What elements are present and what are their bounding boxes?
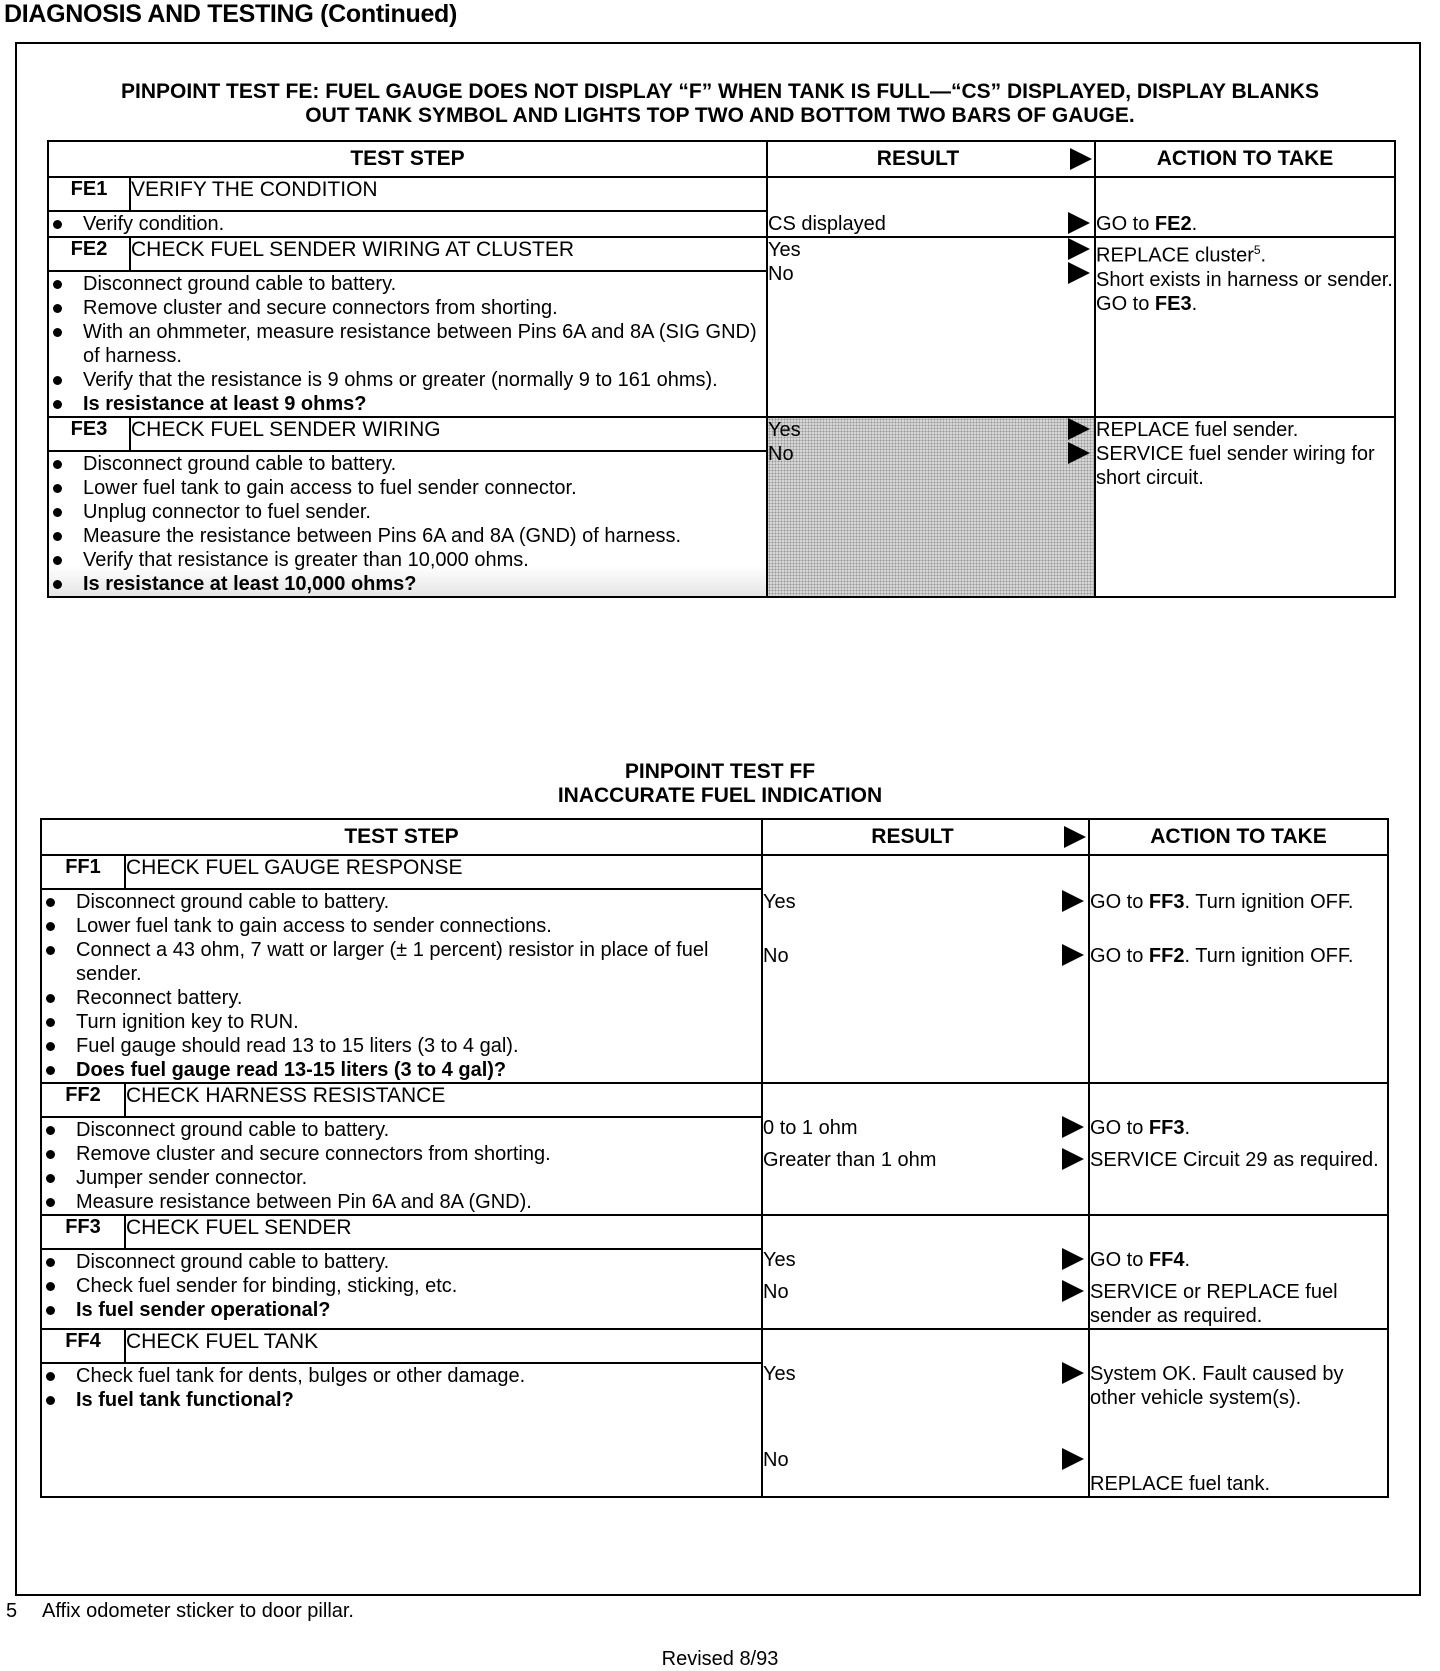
bullet-item: Check fuel tank for dents, bulges or other damage.	[42, 1364, 761, 1388]
result-text: CS displayed	[768, 213, 886, 235]
action-line	[1090, 1472, 1387, 1496]
bullet-item: Disconnect ground cable to battery.	[49, 452, 766, 476]
action-line	[1090, 1148, 1387, 1172]
action-line	[1096, 212, 1394, 236]
step-procedure	[41, 1117, 762, 1215]
right-arrow-icon	[1062, 1148, 1084, 1170]
step-action-cell	[1095, 177, 1395, 237]
test-ff-title-line2: INACCURATE FUEL INDICATION	[557, 784, 883, 807]
bullet-item: Measure resistance between Pin 6A and 8A (GND).	[42, 1190, 761, 1214]
step-result-cell	[762, 1215, 1089, 1329]
bullet-item: Lower fuel tank to gain access to fuel sender connector.	[49, 476, 766, 500]
step-procedure	[48, 451, 767, 597]
step-procedure	[41, 889, 762, 1083]
bullet-item: Verify condition.	[49, 212, 766, 236]
col-header-action: ACTION TO TAKE	[1095, 141, 1395, 177]
bullet-item: Measure the resistance between Pins 6A and 8A (GND) of harness.	[49, 524, 766, 548]
step-code: FF2	[41, 1083, 125, 1117]
step-title: CHECK HARNESS RESISTANCE	[125, 1083, 762, 1117]
result-line	[763, 1248, 1088, 1272]
result-line	[768, 418, 1094, 442]
action-line	[1096, 442, 1394, 490]
right-arrow-icon	[1064, 826, 1086, 848]
test-fe-table	[47, 140, 1396, 598]
bullet-item: Disconnect ground cable to battery.	[49, 272, 766, 296]
bullet-item: Lower fuel tank to gain access to sender connections.	[42, 914, 761, 938]
step-action-cell	[1089, 1329, 1388, 1497]
action-line	[1096, 238, 1394, 268]
action-text-pre: GO to	[1090, 1117, 1149, 1139]
action-line	[1090, 944, 1387, 968]
bullet-list	[42, 1250, 761, 1322]
step-result-cell	[767, 237, 1095, 417]
col-header-result-label: RESULT	[876, 147, 960, 170]
right-arrow-icon	[1062, 1248, 1084, 1270]
bullet-item: Remove cluster and secure connectors from shorting.	[49, 296, 766, 320]
step-procedure	[48, 271, 767, 417]
bullet-item: Does fuel gauge read 13-15 liters (3 to 4 gal)?	[42, 1058, 761, 1082]
result-line	[768, 442, 1094, 466]
result-text: 0 to 1 ohm	[763, 1117, 858, 1139]
bullet-item: Is resistance at least 9 ohms?	[49, 392, 766, 416]
right-arrow-icon	[1070, 148, 1092, 170]
bullet-item: Disconnect ground cable to battery.	[42, 1118, 761, 1142]
action-text-pre: SERVICE Circuit 29 as required.	[1090, 1149, 1379, 1171]
bullet-item: Is fuel tank functional?	[42, 1388, 761, 1412]
step-action-cell	[1095, 417, 1395, 597]
action-text-pre: GO to	[1096, 213, 1155, 235]
step-code: FF1	[41, 855, 125, 889]
test-fe-title-line2: OUT TANK SYMBOL AND LIGHTS TOP TWO AND BOTTOM TWO BARS OF GAUGE.	[305, 104, 1135, 127]
result-text: Yes	[763, 1249, 796, 1271]
action-line	[1090, 1280, 1387, 1328]
action-text-post: .	[1260, 244, 1267, 267]
step-code: FF3	[41, 1215, 125, 1249]
action-text-post: .	[1191, 213, 1198, 235]
result-line	[768, 238, 1094, 262]
action-text-post: . Turn ignition OFF.	[1184, 891, 1354, 913]
step-header-row	[48, 417, 1395, 451]
result-line	[763, 1148, 1088, 1172]
step-procedure	[41, 1363, 762, 1497]
result-text: No	[763, 1281, 789, 1303]
result-text: Greater than 1 ohm	[763, 1149, 937, 1171]
bullet-item: Verify that resistance is greater than 10,000 ohms.	[49, 548, 766, 572]
bullet-item: Disconnect ground cable to battery.	[42, 890, 761, 914]
col-header-test-step: TEST STEP	[48, 141, 767, 177]
right-arrow-icon	[1062, 1280, 1084, 1302]
footnote-number: 5	[6, 1600, 18, 1622]
action-text-pre: GO to	[1090, 945, 1149, 967]
action-text-pre: GO to	[1090, 1249, 1149, 1271]
bullet-item: Check fuel sender for binding, sticking, etc.	[42, 1274, 761, 1298]
test-fe-title-line1: PINPOINT TEST FE: FUEL GAUGE DOES NOT DISPLAY “F” WHEN TANK IS FULL—“CS” DISPLAYED, DISPLAY BLANKS	[121, 80, 1319, 103]
step-header-row	[41, 1215, 1388, 1249]
result-text: Yes	[763, 891, 796, 913]
bullet-item: Jumper sender connector.	[42, 1166, 761, 1190]
result-text: No	[768, 263, 794, 285]
step-code: FE2	[48, 237, 130, 271]
right-arrow-icon	[1062, 1362, 1084, 1384]
step-code: FE3	[48, 417, 130, 451]
bullet-item: Fuel gauge should read 13 to 15 liters (3 to 4 gal).	[42, 1034, 761, 1058]
result-text: Yes	[768, 419, 801, 441]
step-header-row	[41, 855, 1388, 889]
step-action-cell	[1089, 1083, 1388, 1215]
action-text-bold: FE2	[1154, 213, 1192, 235]
action-text-post: .	[1184, 1117, 1191, 1139]
right-arrow-icon	[1062, 890, 1084, 912]
step-code: FE1	[48, 177, 130, 211]
step-result-cell	[762, 1083, 1089, 1215]
result-line	[768, 262, 1094, 286]
step-procedure	[48, 211, 767, 237]
right-arrow-icon	[1068, 418, 1090, 440]
bullet-item: Reconnect battery.	[42, 986, 761, 1010]
step-result-cell	[767, 417, 1095, 597]
action-line	[1096, 268, 1394, 316]
step-header-row	[48, 177, 1395, 211]
bullet-item: Unplug connector to fuel sender.	[49, 500, 766, 524]
step-code: FF4	[41, 1329, 125, 1363]
right-arrow-icon	[1068, 442, 1090, 464]
action-text-bold: FF3	[1148, 891, 1185, 913]
action-text-bold: FF3	[1148, 1117, 1185, 1139]
right-arrow-icon	[1062, 944, 1084, 966]
action-text-bold: FE3	[1154, 292, 1192, 315]
step-header-row	[48, 237, 1395, 271]
footnote-text: Affix odometer sticker to door pillar.	[42, 1600, 354, 1622]
col-header-test-step: TEST STEP	[41, 819, 762, 855]
bullet-list	[42, 1364, 761, 1412]
bullet-list	[49, 212, 766, 236]
action-line	[1090, 1116, 1387, 1140]
test-fe-title	[20, 80, 1420, 128]
step-procedure	[41, 1249, 762, 1329]
result-line	[763, 1280, 1088, 1304]
result-line	[763, 890, 1088, 914]
page-header: DIAGNOSIS AND TESTING (Continued)	[4, 0, 458, 28]
action-line	[1090, 890, 1387, 914]
col-header-result	[762, 819, 1089, 855]
step-title: CHECK FUEL GAUGE RESPONSE	[125, 855, 762, 889]
footnote	[6, 1600, 354, 1623]
step-result-cell	[762, 1329, 1089, 1497]
revision-date: Revised 8/93	[661, 1648, 779, 1670]
step-action-cell	[1089, 1215, 1388, 1329]
action-text-post: .	[1191, 292, 1198, 315]
step-action-cell	[1095, 237, 1395, 417]
result-line	[763, 1116, 1088, 1140]
bullet-item: Turn ignition key to RUN.	[42, 1010, 761, 1034]
result-text: Yes	[763, 1363, 796, 1385]
action-text-post: .	[1184, 1249, 1191, 1271]
action-line	[1090, 1362, 1387, 1410]
action-text-pre: REPLACE fuel sender.	[1096, 419, 1299, 441]
step-title: CHECK FUEL SENDER WIRING AT CLUSTER	[130, 237, 767, 271]
right-arrow-icon	[1068, 238, 1090, 260]
bullet-list	[49, 272, 766, 416]
result-text: No	[763, 1449, 789, 1471]
result-text: Yes	[768, 239, 801, 261]
action-text-pre: REPLACE fuel tank.	[1090, 1473, 1271, 1495]
result-line	[763, 1362, 1088, 1386]
right-arrow-icon	[1068, 212, 1090, 234]
step-header-row	[41, 1083, 1388, 1117]
col-header-result-label: RESULT	[871, 825, 954, 848]
result-line	[763, 1448, 1088, 1472]
step-action-cell	[1089, 855, 1388, 1083]
right-arrow-icon	[1062, 1448, 1084, 1470]
bullet-item: Disconnect ground cable to battery.	[42, 1250, 761, 1274]
bullet-item: Remove cluster and secure connectors from shorting.	[42, 1142, 761, 1166]
step-result-cell	[767, 177, 1095, 237]
bullet-list	[42, 1118, 761, 1214]
test-fe-body	[48, 177, 1395, 597]
step-header-row	[41, 1329, 1388, 1363]
step-title: CHECK FUEL SENDER	[125, 1215, 762, 1249]
bullet-item: Is resistance at least 10,000 ohms?	[49, 572, 766, 596]
right-arrow-icon	[1068, 262, 1090, 284]
test-ff-title	[20, 760, 1420, 808]
result-text: No	[768, 443, 794, 465]
col-header-result	[767, 141, 1095, 177]
action-text-pre: REPLACE cluster	[1096, 244, 1254, 267]
action-text-bold: FF4	[1148, 1249, 1185, 1271]
bullet-item: Verify that the resistance is 9 ohms or greater (normally 9 to 161 ohms).	[49, 368, 766, 392]
bullet-list	[49, 452, 766, 596]
action-text-pre: Short exists in harness or sender. GO to	[1096, 268, 1393, 315]
action-text-bold: FF2	[1148, 945, 1185, 967]
bullet-item: Is fuel sender operational?	[42, 1298, 761, 1322]
right-arrow-icon	[1062, 1116, 1084, 1138]
action-text-pre: GO to	[1090, 891, 1149, 913]
action-text-pre: SERVICE or REPLACE fuel sender as required.	[1090, 1281, 1338, 1327]
action-text-sup: 5	[1253, 243, 1261, 257]
bullet-item: With an ohmmeter, measure resistance between Pins 6A and 8A (SIG GND) of harness.	[49, 320, 766, 368]
action-line	[1090, 1248, 1387, 1272]
action-text-pre: SERVICE fuel sender wiring for short circuit.	[1096, 443, 1375, 489]
step-result-cell	[762, 855, 1089, 1083]
result-line	[763, 944, 1088, 968]
bullet-list	[42, 890, 761, 1082]
col-header-action: ACTION TO TAKE	[1089, 819, 1388, 855]
bullet-item: Connect a 43 ohm, 7 watt or larger (± 1 percent) resistor in place of fuel sender.	[42, 938, 761, 986]
action-text-post: . Turn ignition OFF.	[1184, 945, 1354, 967]
action-text-pre: System OK. Fault caused by other vehicle system(s).	[1090, 1363, 1344, 1409]
step-title: CHECK FUEL SENDER WIRING	[130, 417, 767, 451]
result-text: No	[763, 945, 789, 967]
step-title: VERIFY THE CONDITION	[130, 177, 767, 211]
step-title: CHECK FUEL TANK	[125, 1329, 762, 1363]
test-ff-table	[40, 818, 1389, 1498]
test-ff-body	[41, 855, 1388, 1497]
action-line	[1096, 418, 1394, 442]
test-ff-title-line1: PINPOINT TEST FF	[624, 760, 816, 783]
result-line	[768, 212, 1094, 236]
